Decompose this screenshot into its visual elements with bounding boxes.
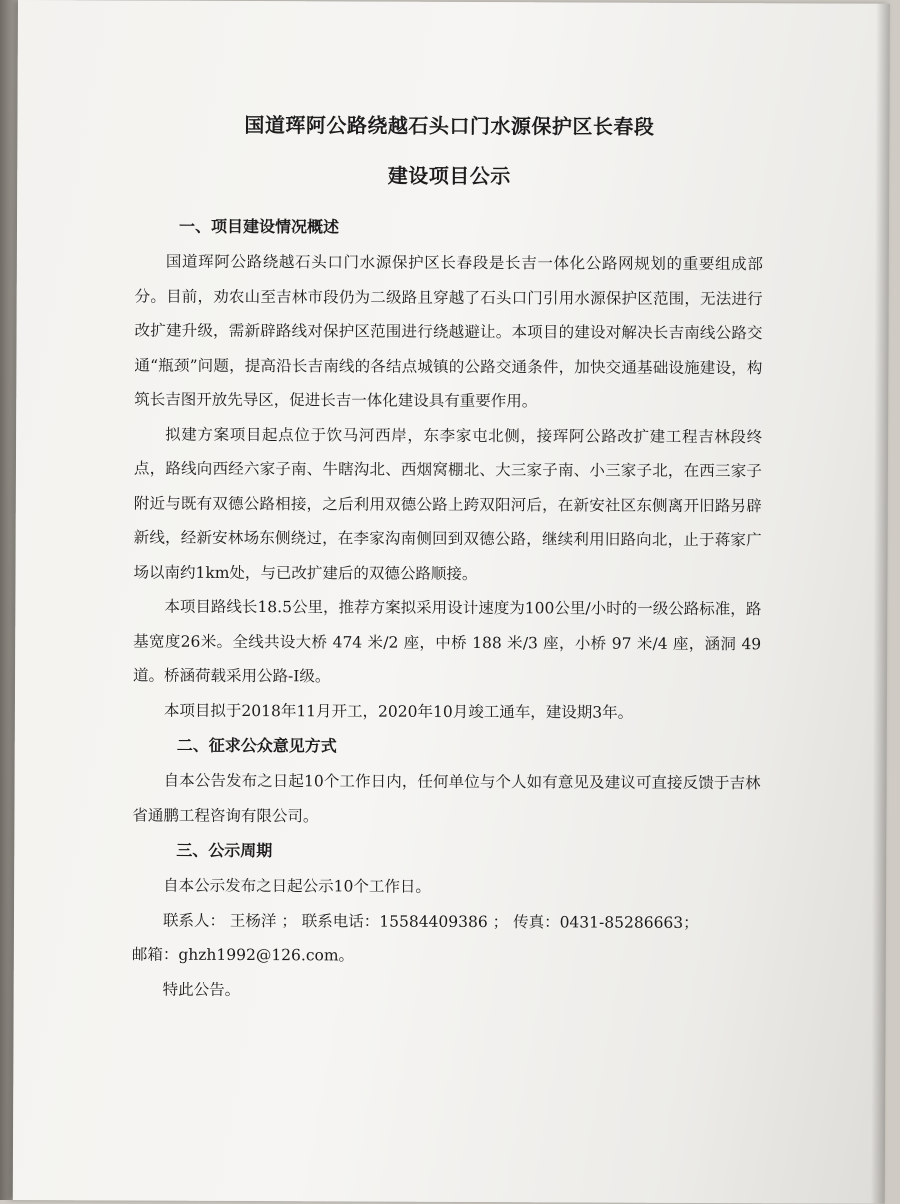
section3-heading: 三、公示周期 bbox=[176, 840, 273, 861]
section2-heading: 二、征求公众意见方式 bbox=[176, 735, 337, 756]
section1-paragraph-2: 拟建方案项目起点位于饮马河西岸，东李家屯北侧，接珲阿公路改扩建工程吉林段终点，路线向西经六家子南、牛瞎沟北、西烟窝棚北、大三家子南、小三家子北，在西三家子附近与既有双德公路相接，之后利用双德公路上跨双阳河后，在新安社区东侧离开旧路另辟新线，经新安林场东侧绕过，在李家沟南侧回到双德公路，继续利用旧路向北，止于蒋家广场以南约1km处，与已改扩建后的双德公路顺接。 bbox=[133, 425, 763, 583]
notice-content bbox=[132, 107, 764, 1010]
closing-text: 特此公告。 bbox=[162, 980, 241, 999]
section2-paragraph: 自本公告发布之日起10个工作日内，任何单位与个人如有意见及建议可直接反馈于吉林省通鹏工程咨询有限公司。 bbox=[132, 771, 761, 825]
email-line: 邮箱：ghzh1992@126.com。 bbox=[131, 945, 355, 965]
section1-heading: 一、项目建设情况概述 bbox=[178, 216, 340, 237]
section1-paragraph-4: 本项目拟于2018年11月开工，2020年10月竣工通车，建设期3年。 bbox=[163, 701, 634, 722]
document-title-line1: 国道珲阿公路绕越石头口门水源保护区长春段 bbox=[244, 112, 655, 139]
section1-paragraph-1: 国道珲阿公路绕越石头口门水源保护区长春段是长吉一体化公路网规划的重要组成部分。目前，劝农山至吉林市段仍为二级路且穿越了石头口门引用水源保护区范围，无法进行改扩建升级，需新辟路线对保护区范围进行绕越避让。本项目的建设对解决长吉南线公路交通“瓶颈”问题，提高沿长吉南线的各结点城镇的公路交通条件，加快交通基础设施建设，构筑长吉图开放先导区，促进长吉一体化建设具有重要作用。 bbox=[134, 252, 763, 411]
section3-paragraph: 自本公示发布之日起公示10个工作日。 bbox=[163, 876, 431, 896]
notice-paper bbox=[13, 0, 890, 1204]
contact-line: 联系人： 王杨洋 ； 联系电话：15584409386 ； 传真：0431-85286663； bbox=[162, 911, 699, 932]
section1-paragraph-3: 本项目路线长18.5公里，推荐方案拟采用设计速度为100公里/小时的一级公路标准，路基宽度26米。全线共设大桥 474 米/2 座，中桥 188 米/3 座，小桥 97 米/4 座，涵洞 49 道。桥涵荷载采用公路-Ⅰ级。 bbox=[133, 597, 762, 686]
document-title-line2: 建设项目公示 bbox=[387, 163, 511, 189]
paper-shadow bbox=[871, 4, 890, 1204]
